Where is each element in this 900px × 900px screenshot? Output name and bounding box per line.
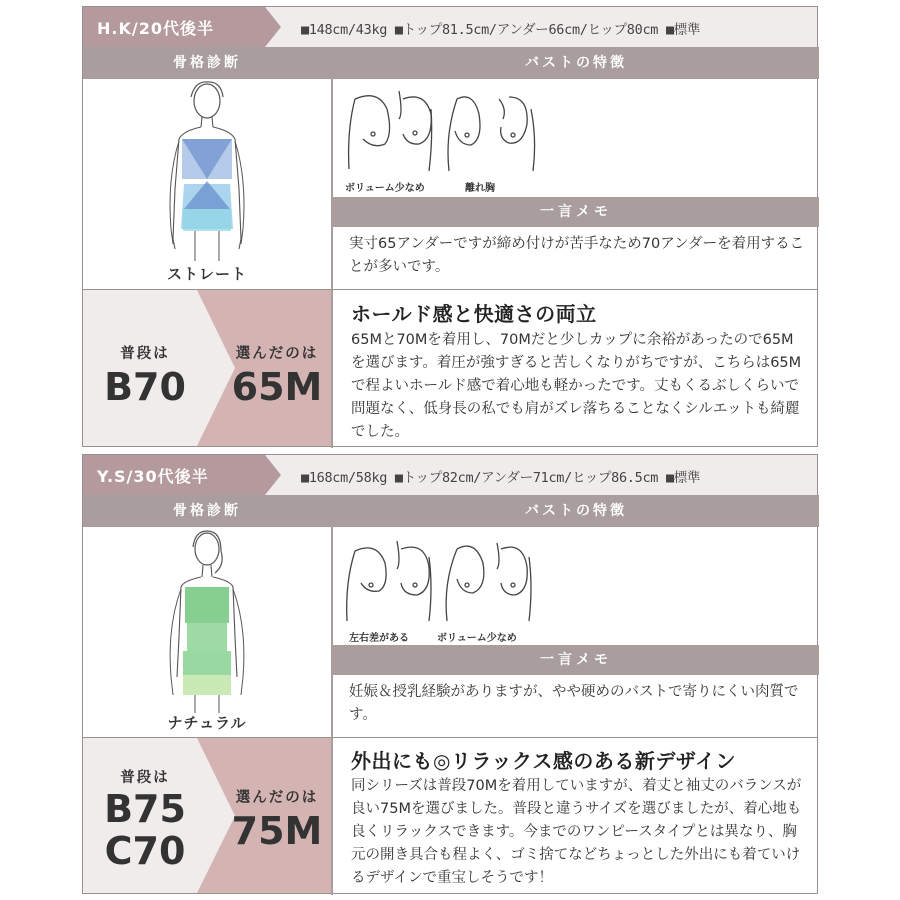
usual-size: B75	[104, 787, 186, 831]
memo-header: 一言メモ	[333, 645, 819, 675]
bust-header: バストの特徴	[333, 47, 819, 79]
memo-text: 実寸65アンダーですが締め付けが苦手なため70アンダーを着用することが多いです。	[349, 236, 805, 275]
body-stats: ■168cm/58kg ■トップ82cm/アンダー71cm/ヒップ86.5cm ■標準	[301, 470, 701, 486]
skeleton-header: 骨格診断	[83, 47, 331, 79]
profile-card-2	[82, 454, 818, 894]
skeleton-header: 骨格診断	[83, 495, 331, 527]
profile-card-1	[82, 6, 818, 447]
memo-text: 妊娠＆授乳経験がありますが、やや硬めのバストで寄りにくい肉質です。	[349, 684, 799, 723]
usual-label: 普段は	[120, 346, 170, 362]
name-tag: H.K/20代後半	[97, 19, 214, 38]
review-text: 同シリーズは普段70Mを着用していますが、着丈と袖丈のバランスが良い75Mを選びました。普段と違うサイズを選びましたが、着心地も良くリラックスできます。今までのワンピースタイプとは異なり、胸元の開き具合も程よく、ゴミ捨てなどちょっとした外出にも着ていけるデザインで重宝しそうです！	[351, 778, 802, 886]
usual-label: 普段は	[120, 770, 170, 786]
body-figure-cell	[83, 79, 331, 289]
body-type-label: ナチュラル	[167, 714, 247, 732]
bust-illustrations	[333, 527, 819, 645]
body-stats: ■148cm/43kg ■トップ81.5cm/アンダー66cm/ヒップ80cm ■標準	[301, 22, 701, 38]
size-panel	[83, 738, 331, 893]
usual-size: B70	[104, 365, 186, 409]
chosen-label: 選んだのは	[235, 790, 319, 806]
review-title: 外出にも◎リラックス感のある新デザイン	[351, 749, 736, 773]
chosen-size: 75M	[231, 809, 323, 853]
bust-label: ボリューム少なめ	[437, 633, 517, 644]
bust-label: 左右差がある	[349, 633, 409, 644]
bust-label: ボリューム少なめ	[345, 183, 425, 194]
body-figure-straight	[83, 79, 331, 269]
body-type-label: ストレート	[166, 265, 247, 283]
chosen-size: 65M	[231, 365, 323, 409]
bust-label: 離れ胸	[465, 183, 495, 194]
memo-header: 一言メモ	[333, 197, 819, 227]
review-text: 65Mと70Mを着用し、70Mだと少しカップに余裕があったので65Mを選びます。着圧が強すぎると苦しくなりがちですが、こちらは65Mで程よいホールド感で着心地も軽かったです。丈もくるぶしくらいで問題なく、低身長の私でも肩がズレ落ちることなくシルエットも綺麗でした。	[351, 332, 802, 440]
size-panel	[83, 290, 331, 446]
bust-illustrations	[333, 79, 819, 197]
bust-header: バストの特徴	[333, 495, 819, 527]
profile-header	[83, 455, 817, 495]
usual-size: C70	[104, 829, 186, 873]
chosen-label: 選んだのは	[235, 346, 319, 362]
body-figure-cell	[83, 527, 331, 737]
body-figure-natural	[83, 527, 331, 717]
name-tag: Y.S/30代後半	[97, 467, 209, 486]
profile-header	[83, 7, 817, 47]
bust-illustration-icon	[333, 527, 819, 645]
review-title: ホールド感と快適さの両立	[351, 302, 597, 326]
